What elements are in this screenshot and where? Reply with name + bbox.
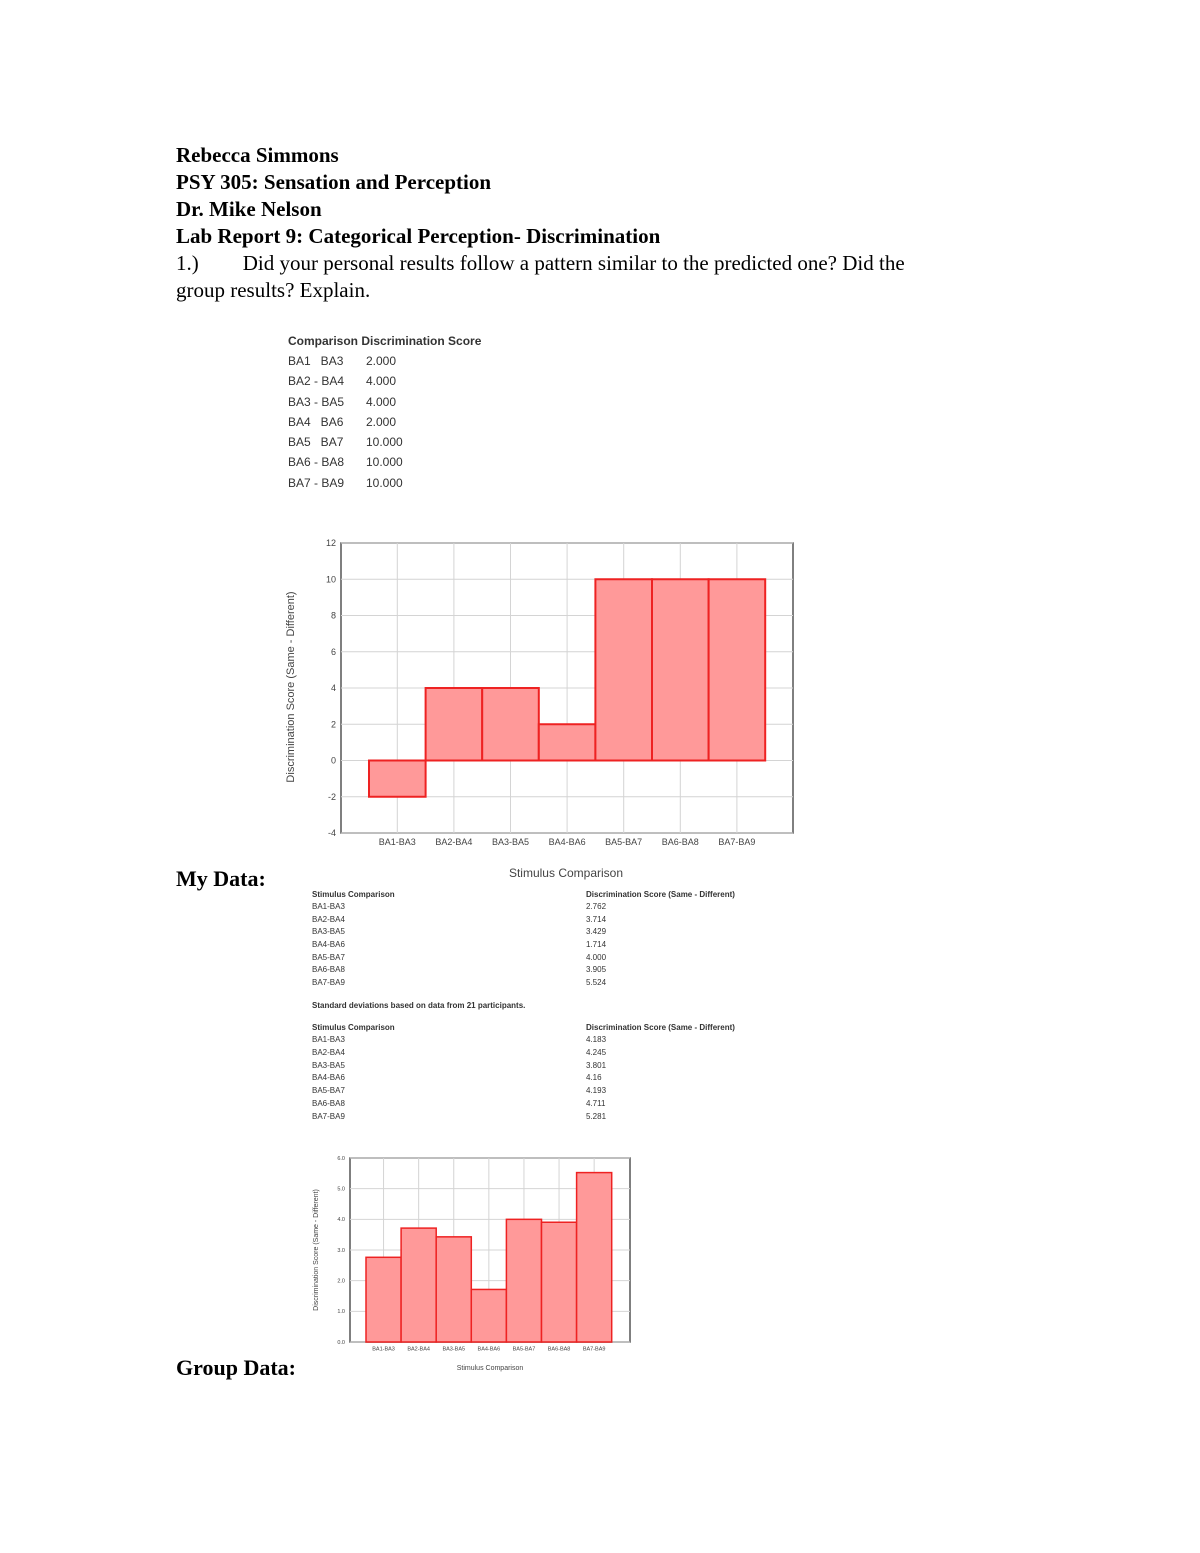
score-cell: 4.16 — [586, 1073, 602, 1083]
group-table-row — [312, 953, 772, 966]
score-cell: 4.000 — [366, 394, 397, 409]
score-cell: 4.711 — [586, 1099, 606, 1109]
chart2-ylabel: Discrimination Score (Same - Different) — [313, 1189, 320, 1311]
sd-table-row — [312, 1073, 772, 1086]
question-line-1 — [176, 251, 905, 276]
y-tick-label: -2 — [327, 791, 336, 802]
group-table-row — [312, 927, 772, 940]
x-tick-label: BA6-BA8 — [661, 837, 699, 847]
score-cell: 4.183 — [586, 1034, 607, 1044]
y-tick-label: 8 — [330, 610, 336, 621]
y-tick-label: 2 — [330, 719, 336, 730]
sd-col1-header: Stimulus Comparison — [312, 1022, 395, 1032]
comparison-cell: BA6 - BA8 — [288, 455, 345, 470]
bar-ba6-ba8 — [652, 579, 709, 760]
y-tick-label: -4 — [327, 828, 336, 838]
y-tick-label: 10 — [325, 574, 336, 585]
my-data-label: My Data: — [176, 866, 266, 891]
instructor-name: Dr. Mike Nelson — [176, 197, 322, 221]
bar-ba1-ba3 — [369, 761, 426, 797]
group-data-label: Group Data: — [176, 1355, 296, 1380]
sd-table-row — [312, 1086, 772, 1099]
y-tick-label: 6 — [330, 646, 336, 657]
score-cell: 2.000 — [366, 414, 397, 429]
course-title: PSY 305: Sensation and Perception — [176, 170, 492, 194]
comparison-cell: BA1 BA3 — [288, 354, 344, 368]
score-cell: 3.801 — [586, 1060, 607, 1070]
x-tick-label: BA6-BA8 — [547, 1346, 571, 1353]
score-cell: 2.000 — [366, 354, 397, 368]
comparison-cell: BA2-BA4 — [312, 914, 345, 924]
comparison-cell: BA3-BA5 — [312, 927, 345, 937]
group-table-row — [312, 915, 772, 928]
x-tick-label: BA2-BA4 — [407, 1346, 430, 1353]
my-table-header: Comparison Discrimination Score — [288, 334, 482, 348]
y-tick-label: 4 — [330, 683, 336, 693]
y-tick-label: 1.0 — [337, 1309, 345, 1316]
x-tick-label: BA5-BA7 — [512, 1346, 536, 1353]
bar-ba7-ba9 — [709, 579, 766, 760]
group-col2-header: Discrimination Score (Same - Different) — [586, 890, 735, 899]
question-text-2: group results? Explain. — [176, 278, 371, 302]
x-tick-label: BA4-BA6 — [548, 837, 586, 847]
bar-ba4-ba6 — [471, 1289, 506, 1342]
sd-col2-header: Discrimination Score (Same - Different) — [586, 1022, 735, 1032]
group-col1-header: Stimulus Comparison — [312, 890, 395, 899]
score-cell: 3.905 — [586, 965, 607, 975]
score-cell: 4.193 — [586, 1086, 607, 1096]
sd-table-row — [312, 1035, 772, 1048]
sd-note: Standard deviations based on data from 21 participants. — [312, 1000, 526, 1010]
comparison-cell: BA2-BA4 — [312, 1047, 345, 1057]
comparison-cell: BA4-BA6 — [312, 1073, 345, 1083]
group-table-row — [312, 940, 772, 953]
score-cell: 1.714 — [586, 940, 607, 950]
x-tick-label: BA1-BA3 — [372, 1346, 395, 1353]
comparison-cell: BA7 - BA9 — [288, 475, 345, 490]
x-tick-label: BA7-BA9 — [718, 837, 756, 847]
question-text-1: Did your personal results follow a pattern similar to the predicted one? Did the — [242, 251, 905, 275]
x-tick-label: BA5-BA7 — [605, 837, 643, 847]
x-tick-label: BA1-BA3 — [378, 837, 416, 847]
score-cell: 4.000 — [366, 374, 397, 389]
y-tick-label: 4.0 — [337, 1217, 345, 1224]
x-tick-label: BA7-BA9 — [582, 1346, 606, 1353]
y-tick-label: 5.0 — [337, 1186, 345, 1193]
comparison-cell: BA4 BA6 — [288, 414, 344, 429]
score-cell: 4.000 — [586, 952, 607, 962]
sd-table-row — [312, 1061, 772, 1074]
group-table-row — [312, 965, 772, 978]
x-tick-label: BA4-BA6 — [477, 1346, 501, 1353]
sd-table-row — [312, 1099, 772, 1112]
bar-ba2-ba4 — [426, 688, 483, 761]
bar-ba6-ba8 — [542, 1222, 577, 1342]
score-cell: 5.524 — [586, 978, 607, 988]
score-cell: 10.000 — [366, 475, 403, 490]
score-cell: 3.429 — [586, 927, 607, 937]
bar-ba1-ba3 — [366, 1257, 401, 1342]
comparison-cell: BA1-BA3 — [312, 1034, 345, 1044]
chart1-ylabel: Discrimination Score (Same - Different) — [285, 591, 297, 783]
x-tick-label: BA3-BA5 — [491, 837, 530, 847]
bar-ba4-ba6 — [539, 724, 596, 760]
my-data-chart — [280, 535, 800, 895]
bar-ba5-ba7 — [595, 579, 652, 760]
bar-ba3-ba5 — [482, 688, 539, 761]
y-tick-label: 6.0 — [337, 1155, 345, 1162]
comparison-cell: BA3-BA5 — [312, 1060, 345, 1070]
comparison-cell: BA6-BA8 — [312, 965, 345, 975]
group-table — [312, 890, 772, 1125]
comparison-cell: BA6-BA8 — [312, 1099, 345, 1109]
group-data-chart — [300, 1150, 640, 1378]
comparison-cell: BA7-BA9 — [312, 1112, 345, 1122]
report-title: Lab Report 9: Categorical Perception- Discrimination — [176, 224, 661, 248]
y-tick-label: 2.0 — [337, 1278, 345, 1285]
x-tick-label: BA2-BA4 — [435, 837, 473, 847]
chart1-xlabel: Stimulus Comparison — [508, 866, 624, 880]
bar-ba7-ba9 — [577, 1173, 612, 1342]
student-name: Rebecca Simmons — [176, 143, 339, 167]
comparison-cell: BA5-BA7 — [312, 952, 345, 962]
comparison-cell: BA7-BA9 — [312, 978, 345, 988]
score-cell: 4.245 — [586, 1047, 607, 1057]
score-cell: 3.714 — [586, 914, 607, 924]
y-tick-label: 0 — [330, 755, 336, 766]
sd-table-row — [312, 1048, 772, 1061]
score-cell: 5.281 — [586, 1112, 607, 1122]
comparison-cell: BA5 BA7 — [288, 435, 344, 450]
x-tick-label: BA3-BA5 — [442, 1346, 466, 1353]
bar-ba2-ba4 — [401, 1228, 436, 1342]
comparison-cell: BA1-BA3 — [312, 902, 345, 911]
chart2-xlabel: Stimulus Comparison — [456, 1365, 524, 1372]
score-cell: 10.000 — [366, 435, 403, 450]
score-cell: 10.000 — [366, 455, 403, 470]
bar-ba5-ba7 — [506, 1219, 541, 1342]
y-tick-label: 3.0 — [337, 1247, 345, 1254]
comparison-cell: BA2 - BA4 — [288, 374, 345, 389]
question-number: 1.) — [176, 251, 199, 275]
score-cell: 2.762 — [586, 902, 607, 911]
comparison-cell: BA3 - BA5 — [288, 394, 345, 409]
y-tick-label: 12 — [325, 538, 336, 548]
bar-ba3-ba5 — [436, 1237, 471, 1342]
comparison-cell: BA5-BA7 — [312, 1086, 345, 1096]
group-table-row — [312, 902, 772, 915]
group-table-row — [312, 978, 772, 991]
y-tick-label: 0.0 — [337, 1339, 345, 1346]
comparison-cell: BA4-BA6 — [312, 940, 345, 950]
sd-table-row — [312, 1112, 772, 1125]
